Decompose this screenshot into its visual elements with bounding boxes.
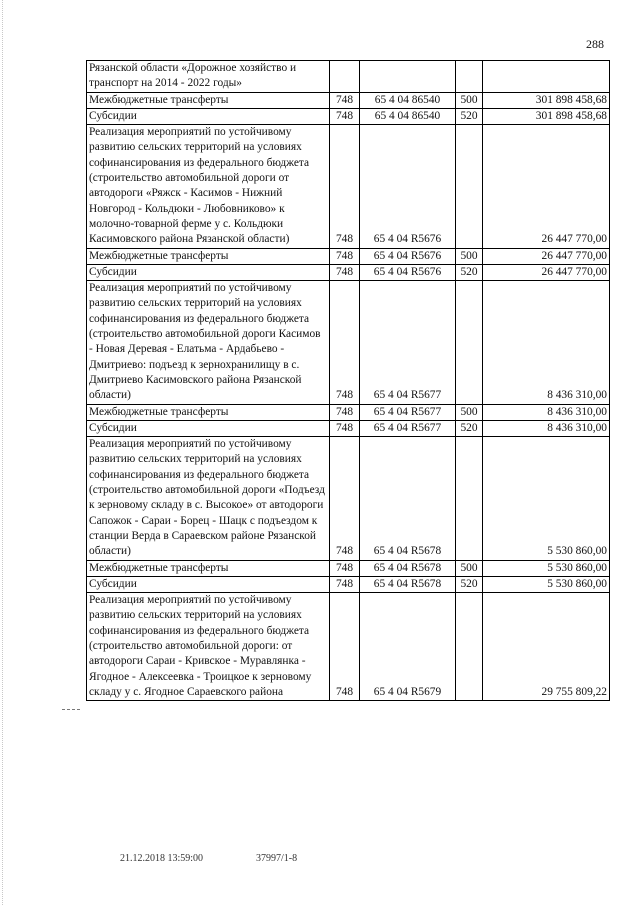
- row-name: Межбюджетные трансферты: [87, 248, 330, 264]
- budget-table-body: [87, 61, 610, 701]
- row-name: Реализация мероприятий по устойчивому развитию сельских территорий на условиях софинансирования из федерального бюджета (строительство автомобильной дороги: от автодороги Сараи - Кривское - Муравлянка - Ягодное - Алексеевка - Троицкое к зерновому складу у с. Ягодное Сараевского района: [87, 593, 330, 701]
- row-target-article: 65 4 04 R5676: [360, 125, 456, 248]
- page-number: 288: [586, 37, 604, 51]
- row-name: Субсидии: [87, 576, 330, 592]
- budget-table: [86, 60, 610, 701]
- row-target-article: 65 4 04 R5678: [360, 560, 456, 576]
- row-name: Межбюджетные трансферты: [87, 92, 330, 108]
- row-target-article: 65 4 04 R5678: [360, 576, 456, 592]
- row-expense-type: [456, 593, 483, 701]
- row-amount: 29 755 809,22: [483, 593, 610, 701]
- row-amount: 5 530 860,00: [483, 437, 610, 560]
- row-chapter: 748: [330, 560, 360, 576]
- row-amount: [483, 61, 610, 93]
- table-row: [87, 248, 610, 264]
- row-name: Реализация мероприятий по устойчивому развитию сельских территорий на условиях софинансирования из федерального бюджета (строительство автомобильной дороги от автодороги «Ряжск - Касимов - Нижний Новгород - Кольдюки - Любовниково» к молочно-товарной ферме у с. Кольдюки Касимовского района Рязанской области): [87, 125, 330, 248]
- row-amount: 26 447 770,00: [483, 264, 610, 280]
- row-chapter: 748: [330, 593, 360, 701]
- footer-datetime: 21.12.2018 13:59:00: [120, 853, 204, 864]
- row-target-article: 65 4 04 R5676: [360, 248, 456, 264]
- row-target-article: 65 4 04 R5677: [360, 404, 456, 420]
- row-expense-type: 520: [456, 420, 483, 436]
- row-chapter: [330, 61, 360, 93]
- table-row: [87, 420, 610, 436]
- row-chapter: 748: [330, 248, 360, 264]
- row-chapter: 748: [330, 125, 360, 248]
- row-expense-type: 500: [456, 92, 483, 108]
- row-expense-type: 520: [456, 108, 483, 124]
- scan-edge-marks: [2, 0, 6, 905]
- table-row: [87, 108, 610, 124]
- row-amount: 8 436 310,00: [483, 404, 610, 420]
- row-target-article: 65 4 04 R5679: [360, 593, 456, 701]
- row-expense-type: [456, 61, 483, 93]
- table-row: [87, 437, 610, 560]
- row-chapter: 748: [330, 92, 360, 108]
- row-target-article: 65 4 04 R5677: [360, 420, 456, 436]
- row-amount: 26 447 770,00: [483, 125, 610, 248]
- table-row: [87, 281, 610, 404]
- row-target-article: 65 4 04 R5678: [360, 437, 456, 560]
- row-name: Субсидии: [87, 264, 330, 280]
- row-amount: 301 898 458,68: [483, 108, 610, 124]
- row-chapter: 748: [330, 281, 360, 404]
- row-chapter: 748: [330, 108, 360, 124]
- row-name: Субсидии: [87, 108, 330, 124]
- row-chapter: 748: [330, 420, 360, 436]
- row-amount: 26 447 770,00: [483, 248, 610, 264]
- row-name: Субсидии: [87, 420, 330, 436]
- footer-doc-id: 37997/1-8: [256, 853, 298, 864]
- row-expense-type: 500: [456, 560, 483, 576]
- row-name: Рязанской области «Дорожное хозяйство и транспорт на 2014 - 2022 годы»: [87, 61, 330, 93]
- row-target-article: 65 4 04 86540: [360, 108, 456, 124]
- row-chapter: 748: [330, 576, 360, 592]
- table-row: [87, 125, 610, 248]
- row-chapter: 748: [330, 264, 360, 280]
- row-target-article: 65 4 04 86540: [360, 92, 456, 108]
- row-expense-type: 500: [456, 248, 483, 264]
- row-amount: 5 530 860,00: [483, 560, 610, 576]
- margin-mark: [62, 709, 80, 711]
- table-row: [87, 560, 610, 576]
- table-row: [87, 593, 610, 701]
- row-amount: 8 436 310,00: [483, 281, 610, 404]
- table-row: [87, 61, 610, 93]
- table-row: [87, 404, 610, 420]
- table-row: [87, 92, 610, 108]
- row-expense-type: [456, 437, 483, 560]
- row-name: Межбюджетные трансферты: [87, 560, 330, 576]
- row-amount: 8 436 310,00: [483, 420, 610, 436]
- row-amount: 5 530 860,00: [483, 576, 610, 592]
- row-expense-type: 520: [456, 264, 483, 280]
- row-name: Реализация мероприятий по устойчивому развитию сельских территорий на условиях софинансирования из федерального бюджета (строительство автомобильной дороги Касимов - Новая Деревая - Елатьма - Ардабьево - Дмитриево: подъезд к зернохранилищу в с. Дмитриево Касимовского района Рязанской области): [87, 281, 330, 404]
- table-row: [87, 264, 610, 280]
- row-expense-type: [456, 125, 483, 248]
- row-chapter: 748: [330, 437, 360, 560]
- row-expense-type: 500: [456, 404, 483, 420]
- row-target-article: [360, 61, 456, 93]
- row-name: Реализация мероприятий по устойчивому развитию сельских территорий на условиях софинансирования из федерального бюджета (строительство автомобильной дороги «Подъезд к зерновому складу в с. Высокое» от автодороги Сапожок - Сараи - Борец - Шацк с подъездом к станции Верда в Сараевском районе Рязанской области): [87, 437, 330, 560]
- row-target-article: 65 4 04 R5677: [360, 281, 456, 404]
- row-expense-type: [456, 281, 483, 404]
- row-expense-type: 520: [456, 576, 483, 592]
- row-chapter: 748: [330, 404, 360, 420]
- row-target-article: 65 4 04 R5676: [360, 264, 456, 280]
- row-amount: 301 898 458,68: [483, 92, 610, 108]
- table-row: [87, 576, 610, 592]
- row-name: Межбюджетные трансферты: [87, 404, 330, 420]
